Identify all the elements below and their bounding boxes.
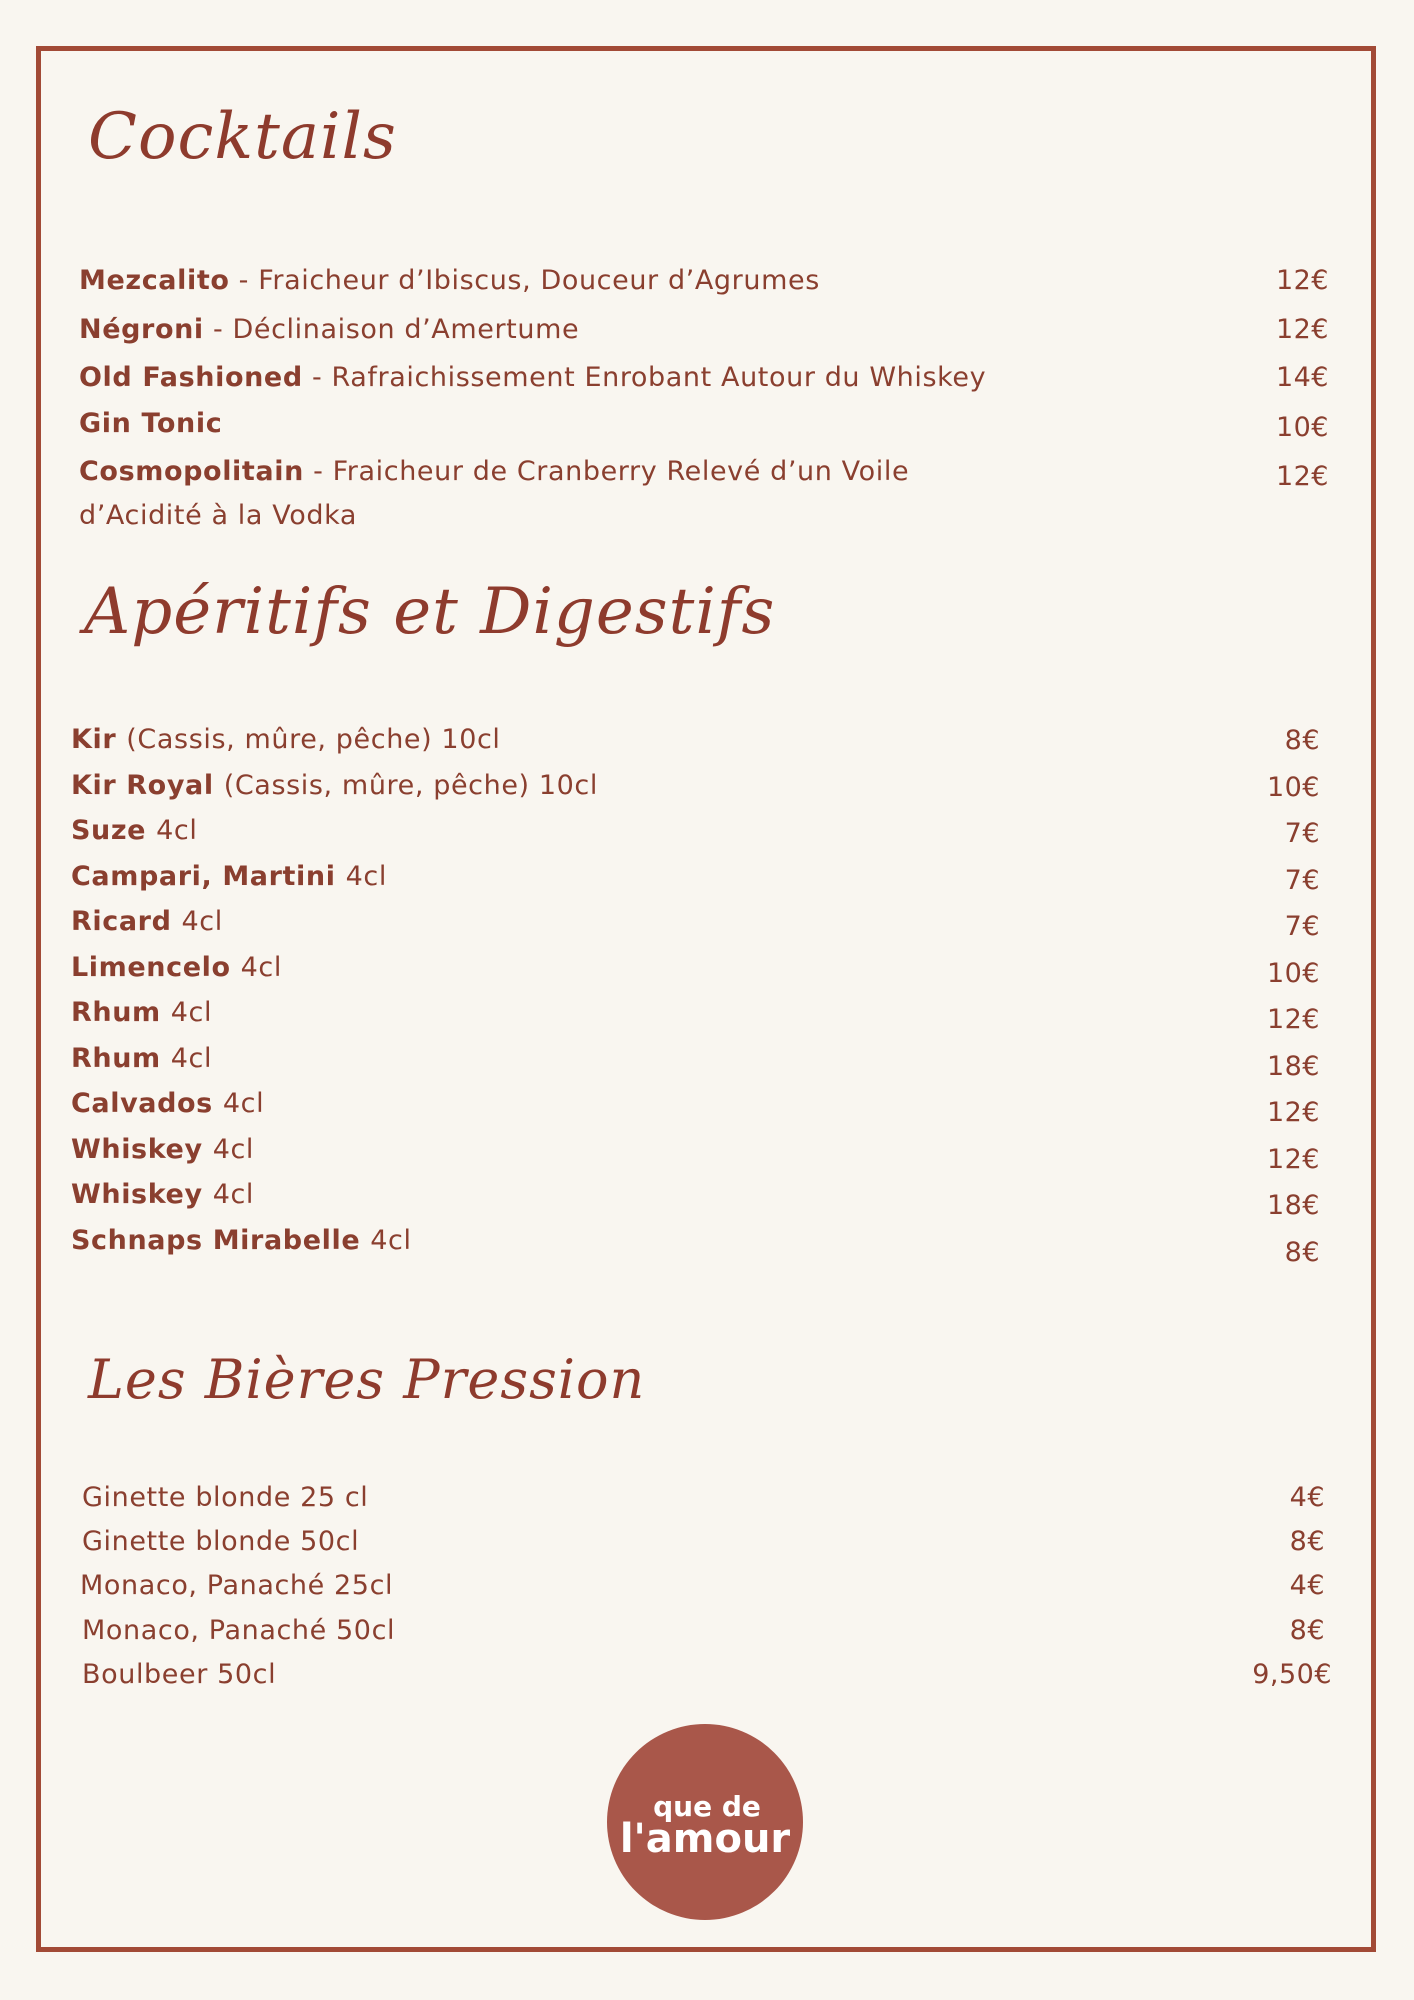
menu-item bbox=[79, 259, 820, 303]
item-price: 7€ bbox=[1284, 911, 1320, 942]
menu-item bbox=[71, 855, 387, 899]
item-name: Campari, Martini bbox=[71, 861, 346, 892]
item-name: Gin Tonic bbox=[79, 408, 223, 439]
item-description: (Cassis, mûre, pêche) 10cl bbox=[223, 770, 598, 801]
menu-item bbox=[71, 991, 212, 1035]
item-name: Suze bbox=[71, 815, 157, 846]
menu-item bbox=[79, 356, 986, 400]
item-description: 4cl bbox=[181, 906, 223, 937]
item-price: 4€ bbox=[1289, 1570, 1325, 1601]
menu-item bbox=[71, 764, 598, 808]
item-name: Kir Royal bbox=[71, 770, 224, 801]
item-price: 12€ bbox=[1275, 461, 1329, 492]
menu-item: Monaco, Panaché 25cl bbox=[80, 1570, 394, 1601]
item-name: Rhum bbox=[71, 997, 171, 1028]
item-price: 18€ bbox=[1266, 1190, 1320, 1221]
item-name: Mezcalito bbox=[79, 265, 230, 296]
item-name: Cosmopolitain bbox=[79, 456, 304, 487]
menu-item bbox=[71, 809, 197, 853]
item-price: 12€ bbox=[1275, 314, 1329, 345]
item-price: 4€ bbox=[1289, 1482, 1325, 1513]
item-price: 7€ bbox=[1284, 818, 1320, 849]
menu-item bbox=[79, 402, 222, 446]
item-price: 8€ bbox=[1284, 1237, 1320, 1268]
item-price: 18€ bbox=[1266, 1051, 1320, 1082]
menu-item bbox=[71, 718, 501, 762]
item-name: Rhum bbox=[71, 1043, 171, 1074]
menu-item bbox=[71, 1037, 212, 1081]
item-description: (Cassis, mûre, pêche) 10cl bbox=[126, 724, 501, 755]
item-description: - Déclinaison d’Amertume bbox=[203, 314, 580, 345]
item-description: 4cl bbox=[156, 815, 198, 846]
item-name: Ricard bbox=[71, 906, 182, 937]
menu-item: Ginette blonde 25 cl bbox=[82, 1482, 369, 1513]
item-name: Limencelo bbox=[71, 952, 241, 983]
menu-item bbox=[71, 1173, 254, 1217]
item-name: Négroni bbox=[79, 314, 204, 345]
item-description: 4cl bbox=[170, 997, 213, 1028]
item-description: 4cl bbox=[345, 861, 387, 892]
item-description: 4cl bbox=[370, 1225, 412, 1256]
item-price: 8€ bbox=[1284, 725, 1320, 756]
item-description: 4cl bbox=[240, 952, 282, 983]
item-price: 7€ bbox=[1284, 865, 1320, 896]
item-price: 9,50€ bbox=[1252, 1659, 1332, 1690]
menu-item: Ginette blonde 50cl bbox=[82, 1526, 360, 1557]
item-price: 10€ bbox=[1275, 412, 1329, 443]
item-name: Whiskey bbox=[71, 1179, 213, 1210]
item-price: 12€ bbox=[1266, 1144, 1320, 1175]
menu-item bbox=[79, 450, 1039, 538]
logo-text-line2: l'amour bbox=[619, 1816, 791, 1862]
item-price: 8€ bbox=[1289, 1526, 1325, 1557]
heading-bieres-pression: Les Bières Pression bbox=[88, 1348, 646, 1411]
logo-mark bbox=[607, 1724, 803, 1920]
item-name: Calvados bbox=[71, 1088, 223, 1119]
heading-aperitifs-digestifs: Apéritifs et Digestifs bbox=[84, 575, 776, 649]
item-name: Whiskey bbox=[71, 1134, 213, 1165]
item-description: 4cl bbox=[170, 1043, 213, 1074]
menu-item bbox=[71, 946, 282, 990]
item-description: 4cl bbox=[212, 1134, 255, 1165]
menu-item bbox=[71, 900, 223, 944]
item-name: Kir bbox=[71, 724, 127, 755]
menu-item bbox=[71, 1082, 264, 1126]
menu-item bbox=[79, 308, 579, 352]
item-price: 12€ bbox=[1275, 265, 1329, 296]
item-price: 12€ bbox=[1266, 1097, 1320, 1128]
item-name: Old Fashioned bbox=[79, 362, 303, 393]
menu-item: Monaco, Panaché 50cl bbox=[82, 1615, 396, 1646]
item-description: - Fraicheur d’Ibiscus, Douceur d’Agrumes bbox=[229, 265, 820, 296]
item-price: 8€ bbox=[1289, 1615, 1325, 1646]
logo-text-line1: que de bbox=[653, 1790, 761, 1823]
item-name: Schnaps Mirabelle bbox=[71, 1225, 371, 1256]
menu-item bbox=[71, 1128, 254, 1172]
item-price: 10€ bbox=[1266, 958, 1320, 989]
menu-item: Boulbeer 50cl bbox=[82, 1659, 277, 1690]
item-price: 12€ bbox=[1266, 1004, 1320, 1035]
item-price: 14€ bbox=[1275, 362, 1329, 393]
item-description: 4cl bbox=[222, 1088, 265, 1119]
heading-cocktails: Cocktails bbox=[88, 100, 397, 174]
item-description: - Fraicheur de Cranberry Relevé d’un Voile d’Acidité à la Vodka bbox=[79, 456, 910, 531]
item-price: 10€ bbox=[1266, 772, 1320, 803]
menu-item bbox=[71, 1219, 412, 1263]
logo bbox=[607, 1724, 803, 1920]
item-description: - Rafraichissement Enrobant Autour du Whiskey bbox=[302, 362, 987, 393]
item-description: 4cl bbox=[212, 1179, 255, 1210]
